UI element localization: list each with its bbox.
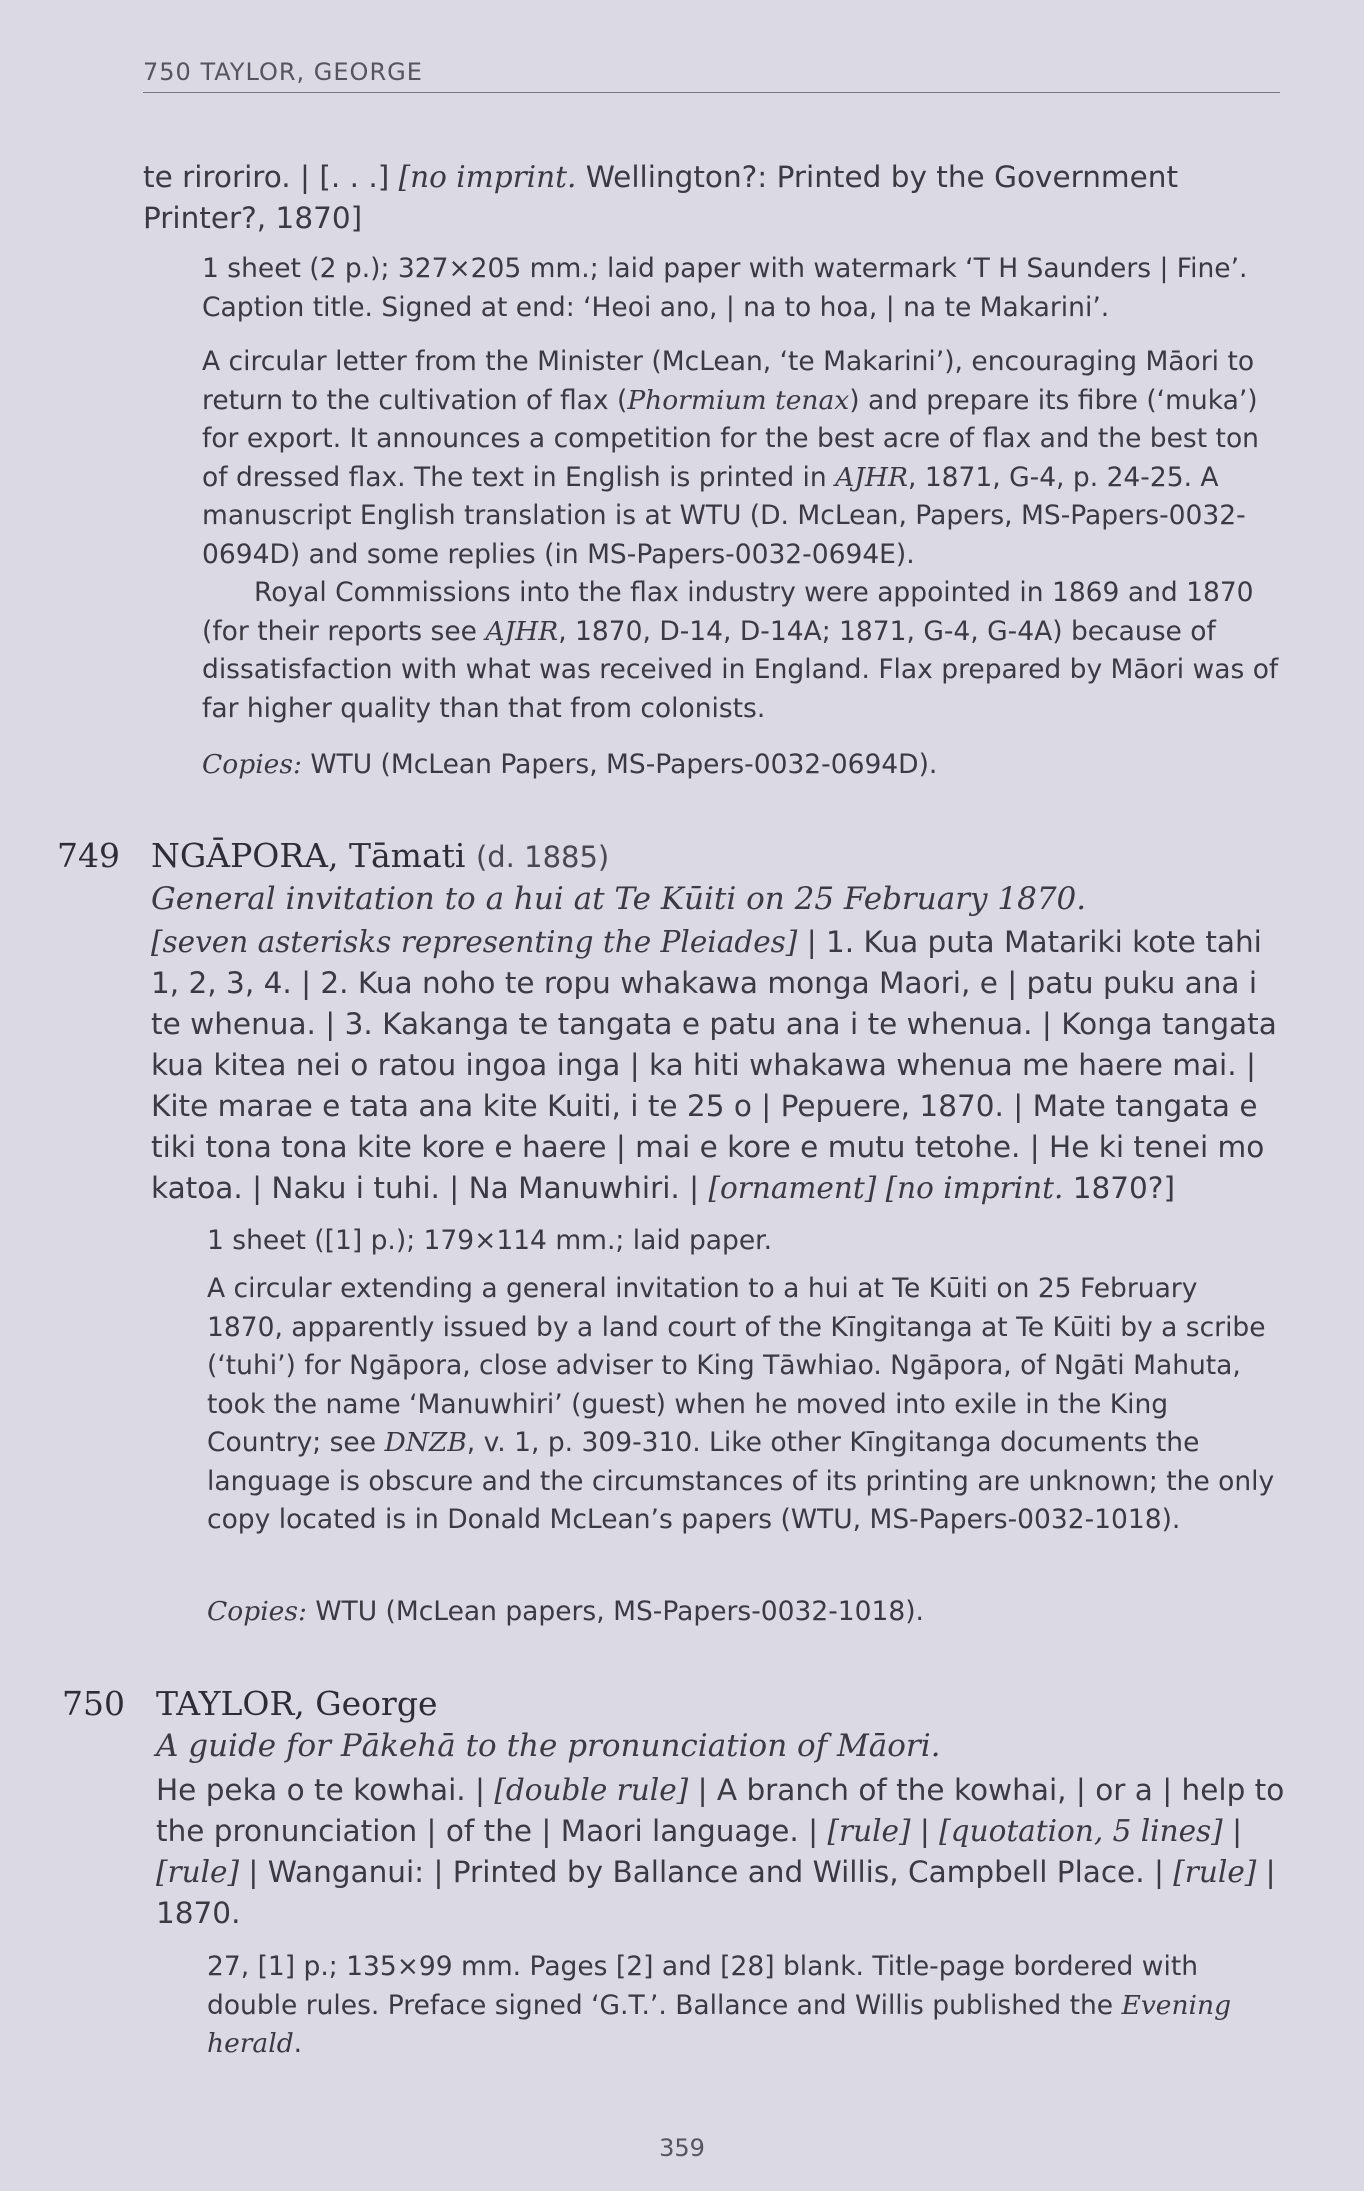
text-run: Royal Commissions into the flax industry were appointed in 1869 and 1870 (for their reports see [202, 577, 1254, 647]
physical-description: 1 sheet (2 p.); 327×205 mm.; laid paper with watermark ‘T H Saunders | Fine’. Caption title. Signed at end: ‘Heoi ano, | na to hoa, | na te Makarini’. [202, 253, 1248, 323]
italic-run: [rule] [1173, 1855, 1257, 1889]
italic-run: [rule] [156, 1855, 240, 1889]
italic-run: [no imprint. [398, 160, 577, 194]
text-run: | 1. Kua puta Matariki kote tahi 1, 2, 3, 4. | 2. Kua noho te ropu whakawa monga Maori, e | patu puku ana i te whenua. | 3. Kakanga te tangata e patu ana i te whenua. | Konga tangata kua kitea nei o ratou ingoa inga | ka hiti whakawa whenua me haere mai. | Kite marae e tata ana kite Kuiti, i te 25 o | Pepuere, 1870. | Mate tangata e tiki tona tona kite kore e haere | mai e kore e mutu tetohe. | He ki tenei mo katoa. | Naku i tuhi. | Na Manuwhiri. | [151, 925, 1277, 1205]
author-name: NGĀPORA, Tāmati [151, 836, 466, 875]
text-run: Wellington?: Printed by the Government Printer?, 1870] [143, 160, 1179, 235]
note-paragraph [207, 1270, 1280, 1540]
entry-heading [156, 1684, 437, 1723]
text-run: 27, [1] p.; 135×99 mm. Pages [2] and [28] blank. Title-page bordered with double rules. Preface signed ‘G.T.’. Ballance and Willis published the [207, 1951, 1199, 2021]
text-run: | [1222, 1814, 1243, 1848]
text-run: . [293, 2028, 303, 2059]
copies-line [202, 746, 1280, 785]
text-run: , v. 1, p. 309-310. Like other Kīngitanga documents the language is obscure and the circumstances of its printing are unknown; the only copy located is in Donald McLean’s papers (WTU, MS-Papers-0032-1018). [207, 1427, 1275, 1535]
text-run: | [910, 1814, 940, 1848]
page-number: 359 [659, 2134, 705, 2162]
text-run: | 1870. [156, 1855, 1276, 1930]
author-dates: (d. 1885) [475, 840, 610, 874]
entry-title: A guide for Pākehā to the pronunciation of Māori. [156, 1728, 941, 1764]
italic-run: [ornament] [708, 1171, 877, 1205]
copies-text: WTU (McLean papers, MS-Papers-0032-1018). [306, 1596, 924, 1627]
italic-run: AJHR [835, 461, 908, 493]
physical-description: 1 sheet ([1] p.); 179×114 mm.; laid paper. [207, 1225, 773, 1256]
text-run: te riroriro. | [. . .] [143, 160, 399, 194]
note-paragraph [202, 343, 1280, 574]
copies-label: Copies: [202, 749, 302, 780]
italic-run: DNZB [384, 1427, 467, 1458]
entry-number: 749 [57, 836, 120, 875]
copies-label: Copies: [207, 1596, 307, 1627]
copies-text: WTU (McLean Papers, MS-Papers-0032-0694D). [301, 749, 938, 780]
note-paragraph [202, 574, 1280, 728]
imprint-continuation [143, 157, 1243, 239]
author-name: TAYLOR, George [156, 1684, 438, 1723]
transcription [151, 922, 1281, 1209]
italic-run: Evening herald [207, 1989, 1232, 2059]
text-run: ) and prepare its fibre (‘muka’) for export. It announces a competition for the best acre of flax and the best ton of dressed flax. The text in English is printed in [202, 384, 1259, 493]
text-run: A circular letter from the Minister (McLean, ‘te Makarini’), encouraging Māori to return to the cultivation of flax ( [202, 346, 1255, 416]
italic-run: AJHR [485, 615, 559, 647]
text-run: , 1870, D-14, D-14A; 1871, G-4, G-4A) because of dissatisfaction with what was received in England. Flax prepared by Māori was of far higher quality than that from colonists. [202, 615, 1279, 724]
text-run: 1870?] [1063, 1171, 1175, 1205]
copies-line [207, 1593, 1280, 1632]
running-head: 750 TAYLOR, GEORGE [143, 58, 1280, 93]
entry-heading [151, 836, 609, 875]
italic-run: [rule] [827, 1814, 911, 1848]
text-run: He peka o te kowhai. | [156, 1773, 495, 1807]
italic-run: Phormium tenax [627, 384, 850, 416]
entry-title: General invitation to a hui at Te Kūiti on 25 February 1870. [151, 881, 1087, 917]
entry-number: 750 [62, 1684, 125, 1723]
text-run: , 1871, G-4, p. 24-25. A manuscript English translation is at WTU (D. McLean, Papers, MS-Papers-0032-0694D) and some replies (in MS-Papers-0032-0694E). [202, 461, 1246, 570]
text-run [876, 1171, 885, 1205]
physical-description [207, 1948, 1285, 2064]
italic-run: [quotation, 5 lines] [939, 1814, 1223, 1848]
transcription [156, 1770, 1286, 1934]
italic-run: [seven asterisks representing the Pleiades] [151, 925, 798, 959]
text-run: A circular extending a general invitation to a hui at Te Kūiti on 25 February 1870, apparently issued by a land court of the Kīngitanga at Te Kūiti by a scribe (‘tuhi’) for Ngāpora, close adviser to King Tāwhiao. Ngāpora, of Ngāti Mahuta, took the name ‘Manuwhiri’ (guest) when he moved into exile in the King Country; see [207, 1273, 1266, 1458]
text-run: | Wanganui: | Printed by Ballance and Willis, Campbell Place. | [239, 1855, 1174, 1889]
text-run: | A branch of the kowhai, | or a | help to the pronunciation | of the | Maori language. | [156, 1773, 1285, 1848]
italic-run: [no imprint. [885, 1171, 1064, 1205]
italic-run: [double rule] [494, 1773, 689, 1807]
